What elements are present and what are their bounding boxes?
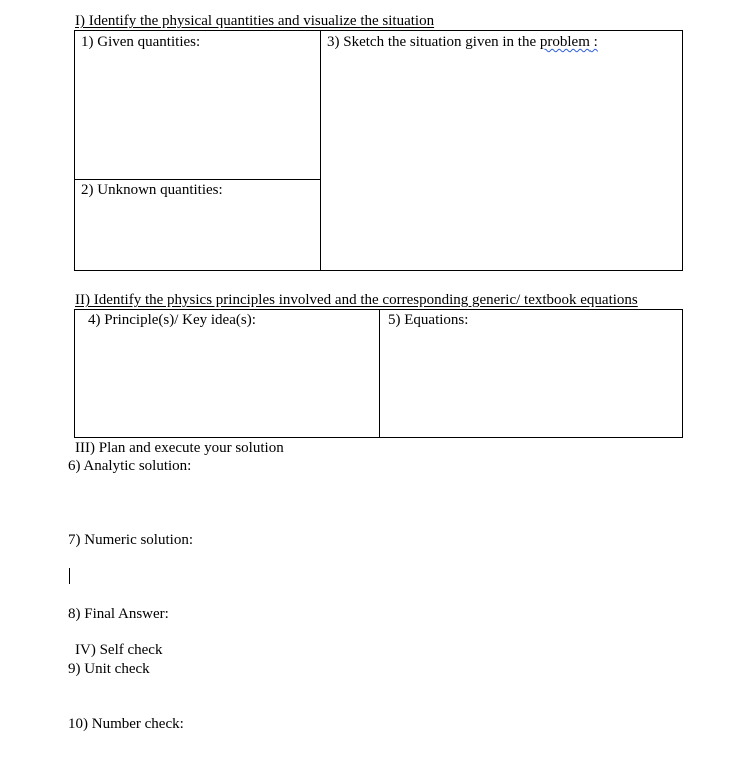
principles-box[interactable] (74, 309, 380, 438)
section-1-heading: I) Identify the physical quantities and visualize the situation (75, 13, 435, 29)
sketch-label (327, 34, 598, 51)
sketch-box[interactable] (320, 30, 683, 271)
sketch-label-word: problem (539, 34, 590, 50)
text-cursor[interactable] (69, 568, 70, 584)
sketch-label-suffix: : (589, 34, 598, 50)
section-3-heading: III) Plan and execute your solution (75, 440, 284, 456)
given-quantities-label: 1) Given quantities: (81, 34, 201, 50)
numeric-solution-label[interactable]: 7) Numeric solution: (68, 532, 193, 548)
final-answer-label[interactable]: 8) Final Answer: (68, 606, 169, 622)
equations-label: 5) Equations: (388, 312, 469, 328)
section-4-heading: IV) Self check (75, 642, 163, 658)
unknown-quantities-box[interactable] (74, 179, 321, 271)
principles-label: 4) Principle(s)/ Key idea(s): (88, 312, 256, 328)
equations-box[interactable] (379, 309, 683, 438)
unit-check-label[interactable]: 9) Unit check (68, 661, 150, 677)
unknown-quantities-label: 2) Unknown quantities: (81, 182, 223, 198)
analytic-solution-label[interactable]: 6) Analytic solution: (68, 458, 192, 474)
number-check-label[interactable]: 10) Number check: (68, 716, 184, 732)
section-2-heading: II) Identify the physics principles involved and the corresponding generic/ textbook equations (75, 292, 638, 308)
sketch-label-prefix: 3) Sketch the situation given in the (327, 34, 540, 50)
given-quantities-box[interactable] (74, 30, 321, 180)
